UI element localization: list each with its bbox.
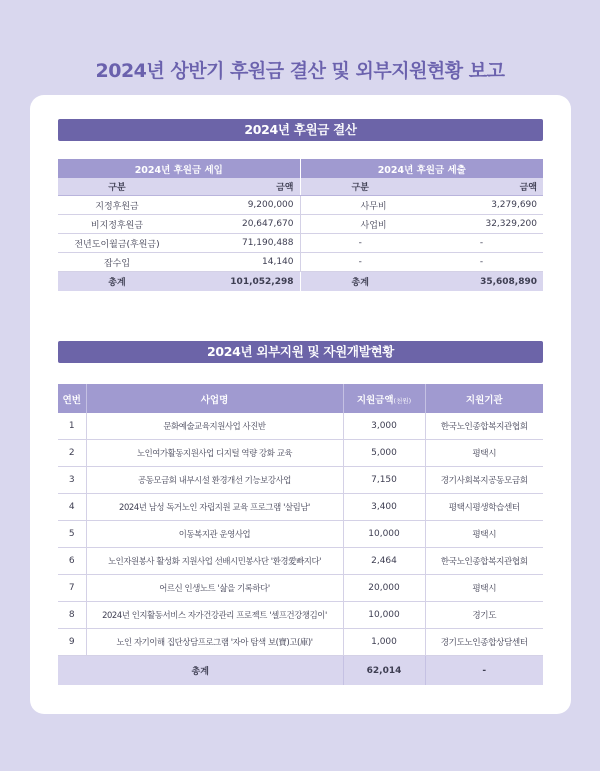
expense-amount: - (420, 234, 543, 253)
row-number: 6 (58, 548, 86, 575)
income-category: 비지정후원금 (58, 215, 176, 234)
support-organization: 평택시평생학습센터 (425, 494, 543, 521)
income-amount-header: 금액 (176, 178, 300, 196)
project-name: 공동모금회 내부시설 환경개선 기능보강사업 (86, 467, 343, 494)
support-organization: 평택시 (425, 575, 543, 602)
amount-unit: (천원) (393, 396, 412, 405)
table-row (58, 253, 543, 272)
external-support-banner: 2024년 외부지원 및 자원개발현황 (58, 341, 543, 363)
expense-amount-header: 금액 (420, 178, 543, 196)
table-total-row (58, 656, 543, 686)
support-organization: 경기도 (425, 602, 543, 629)
project-name: 노인여가활동지원사업 디지털 역량 강화 교육 (86, 440, 343, 467)
expense-category: - (300, 234, 420, 253)
project-name: 이동복지관 운영사업 (86, 521, 343, 548)
row-number: 2 (58, 440, 86, 467)
support-organization: 경기사회복지공동모금회 (425, 467, 543, 494)
income-amount: 20,647,670 (176, 215, 300, 234)
amount-header (343, 384, 425, 413)
expense-total-amount: 35,608,890 (420, 272, 543, 292)
income-category: 잡수입 (58, 253, 176, 272)
no-header: 연번 (58, 384, 86, 413)
support-organization: 평택시 (425, 521, 543, 548)
income-category-header: 구분 (58, 178, 176, 196)
expense-category: - (300, 253, 420, 272)
table-row (58, 575, 543, 602)
support-amount: 10,000 (343, 602, 425, 629)
income-category: 전년도이월금(후원금) (58, 234, 176, 253)
support-amount: 1,000 (343, 629, 425, 656)
project-name: 2024년 인지활동서비스 자가건강관리 프로젝트 '셀프건강챙김이' (86, 602, 343, 629)
table-row (58, 494, 543, 521)
row-number: 9 (58, 629, 86, 656)
table-row (58, 548, 543, 575)
table-row (58, 196, 543, 215)
total-organization: - (425, 656, 543, 686)
income-amount: 71,190,488 (176, 234, 300, 253)
expense-amount: 3,279,690 (420, 196, 543, 215)
support-organization: 한국노인종합복지관협회 (425, 413, 543, 440)
project-name: 문화예술교육지원사업 사진반 (86, 413, 343, 440)
support-amount: 20,000 (343, 575, 425, 602)
income-category: 지정후원금 (58, 196, 176, 215)
table-row (58, 413, 543, 440)
project-name: 2024년 남성 독거노인 자립지원 교육 프로그램 '살림남' (86, 494, 343, 521)
table-column-header (58, 178, 543, 196)
income-amount: 9,200,000 (176, 196, 300, 215)
support-amount: 10,000 (343, 521, 425, 548)
expense-category: 사무비 (300, 196, 420, 215)
row-number: 8 (58, 602, 86, 629)
table-row (58, 440, 543, 467)
support-amount: 7,150 (343, 467, 425, 494)
project-name: 노인자원봉사 활성화 지원사업 선배시민봉사단 '환경愛빠지다' (86, 548, 343, 575)
amount-header-label: 지원금액 (356, 394, 394, 406)
support-organization: 경기도노인종합상담센터 (425, 629, 543, 656)
project-name: 노인 자기이해 집단상담프로그램 '자아 탐색 보(寶)고(庫)' (86, 629, 343, 656)
support-amount: 3,000 (343, 413, 425, 440)
support-organization: 평택시 (425, 440, 543, 467)
income-title: 2024년 후원금 세입 (58, 159, 300, 178)
total-amount: 62,014 (343, 656, 425, 686)
table-group-header (58, 159, 543, 178)
project-name-header: 사업명 (86, 384, 343, 413)
donation-settlement-banner: 2024년 후원금 결산 (58, 119, 543, 141)
page-title: 2024년 상반기 후원금 결산 및 외부지원현황 보고 (95, 60, 505, 82)
support-organization: 한국노인종합복지관협회 (425, 548, 543, 575)
total-label: 총계 (58, 656, 343, 686)
support-amount: 2,464 (343, 548, 425, 575)
table-column-header (58, 384, 543, 413)
income-total-amount: 101,052,298 (176, 272, 300, 292)
expense-total-label: 총계 (300, 272, 420, 292)
table-row (58, 215, 543, 234)
org-header: 지원기관 (425, 384, 543, 413)
row-number: 5 (58, 521, 86, 548)
row-number: 1 (58, 413, 86, 440)
support-amount: 3,400 (343, 494, 425, 521)
table-total-row (58, 272, 543, 292)
table-row (58, 234, 543, 253)
row-number: 4 (58, 494, 86, 521)
income-total-label: 총계 (58, 272, 176, 292)
table-row (58, 467, 543, 494)
table-row (58, 629, 543, 656)
report-card (30, 95, 571, 714)
row-number: 7 (58, 575, 86, 602)
expense-category: 사업비 (300, 215, 420, 234)
expense-amount: - (420, 253, 543, 272)
expense-amount: 32,329,200 (420, 215, 543, 234)
table-row (58, 521, 543, 548)
row-number: 3 (58, 467, 86, 494)
project-name: 어르신 인생노트 '삶을 기록하다' (86, 575, 343, 602)
table-row (58, 602, 543, 629)
expense-category-header: 구분 (300, 178, 420, 196)
income-amount: 14,140 (176, 253, 300, 272)
donation-settlement-table (58, 159, 543, 291)
support-amount: 5,000 (343, 440, 425, 467)
expense-title: 2024년 후원금 세출 (300, 159, 543, 178)
external-support-table (58, 384, 543, 685)
